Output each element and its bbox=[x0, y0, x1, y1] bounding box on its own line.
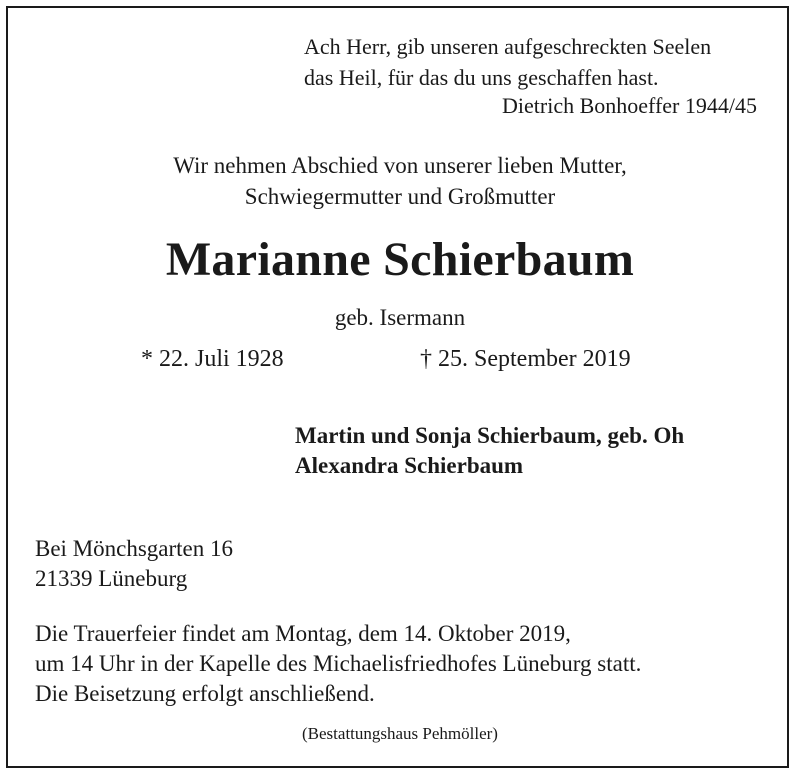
family-line-1: Martin und Sonja Schierbaum, geb. Oh bbox=[295, 423, 685, 448]
quote-line-2: das Heil, für das du uns geschaffen hast. bbox=[304, 65, 659, 90]
deceased-name: Marianne Schierbaum bbox=[165, 233, 635, 286]
ceremony-line-1: Die Trauerfeier findet am Montag, dem 14. Oktober 2019, bbox=[35, 621, 571, 646]
birth-date: * 22. Juli 1928 bbox=[141, 346, 284, 372]
quote-author: Dietrich Bonhoeffer 1944/45 bbox=[502, 93, 757, 118]
ceremony-line-2: um 14 Uhr in der Kapelle des Michaelisfriedhofes Lüneburg statt. bbox=[35, 651, 642, 676]
death-date: † 25. September 2019 bbox=[420, 346, 631, 372]
funeral-home: (Bestattungshaus Pehmöller) bbox=[302, 724, 498, 743]
address-street: Bei Mönchsgarten 16 bbox=[35, 536, 234, 561]
maiden-name: geb. Isermann bbox=[334, 305, 466, 330]
family-line-2: Alexandra Schierbaum bbox=[295, 453, 524, 478]
intro-line-2: Schwiegermutter und Großmutter bbox=[244, 184, 556, 209]
address-city: 21339 Lüneburg bbox=[35, 566, 188, 591]
ceremony-line-3: Die Beisetzung erfolgt anschließend. bbox=[35, 681, 375, 706]
quote-line-1: Ach Herr, gib unseren aufgeschreckten Seelen bbox=[304, 34, 712, 59]
intro-line-1: Wir nehmen Abschied von unserer lieben Mutter, bbox=[173, 153, 627, 178]
